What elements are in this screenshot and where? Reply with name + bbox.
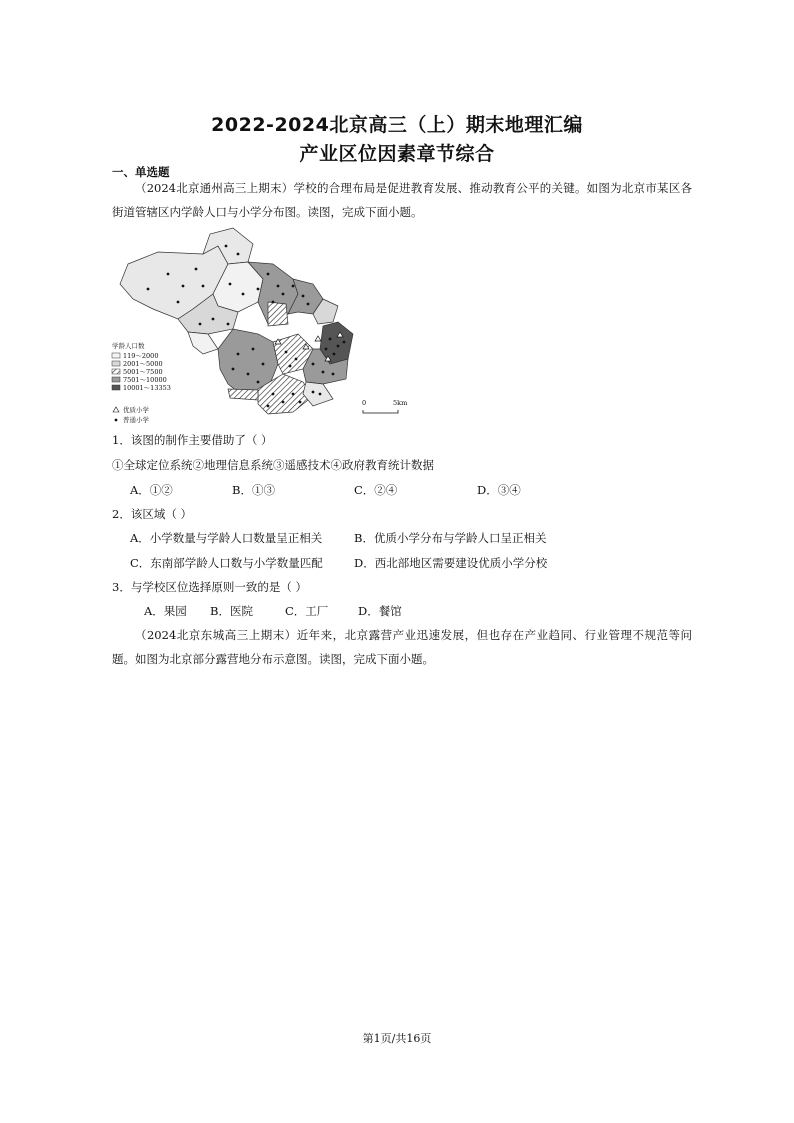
q2-option-d[interactable]: D．西北部地区需要建设优质小学分校 xyxy=(354,556,548,570)
q3-option-b[interactable]: B．医院 xyxy=(210,604,253,618)
document-title: 2022-2024北京高三（上）期末地理汇编 xyxy=(211,114,583,136)
q2-option-a[interactable]: A．小学数量与学龄人口数量呈正相关 xyxy=(130,531,323,545)
region-west-small xyxy=(188,332,218,354)
q1-option-d[interactable]: D．③④ xyxy=(477,483,521,497)
q1-option-a[interactable]: A．①② xyxy=(130,483,173,497)
q2-option-b[interactable]: B．优质小学分布与学龄人口呈正相关 xyxy=(354,531,547,545)
q1-option-b[interactable]: B．①③ xyxy=(232,483,275,497)
q3-stem: 3．与学校区位选择原则一致的是（ ） xyxy=(112,580,307,594)
region-south-strip xyxy=(228,389,258,400)
legend-item-1: 119～2000 xyxy=(123,352,159,360)
q1-option-c[interactable]: C．②④ xyxy=(354,483,398,497)
legend-item-5: 10001～13353 xyxy=(123,384,171,392)
q3-option-a[interactable]: A．果园 xyxy=(144,604,187,618)
q2-stem: 2．该区域（ ） xyxy=(112,507,192,521)
q3-option-d[interactable]: D．餐馆 xyxy=(358,604,402,618)
document-subtitle: 产业区位因素章节综合 xyxy=(299,143,495,165)
legend-title: 学龄人口数 xyxy=(112,342,145,350)
intro-paragraph-2: （2024北京东城高三上期末）近年来，北京露营产业迅速发展，但也存在产业趋同、行业管理不规范等问题。如图为北京部分露营地分布示意图。读图，完成下面小题。 xyxy=(112,628,692,666)
district-map-figure xyxy=(108,224,418,424)
map-legend xyxy=(112,341,171,424)
legend-ordinary-school: 普通小学 xyxy=(123,416,149,424)
page-footer: 第1页/共16页 xyxy=(362,1032,432,1045)
legend-quality-school: 优质小学 xyxy=(123,406,149,414)
legend-item-2: 2001～5000 xyxy=(123,360,163,368)
region-center-hatch xyxy=(268,302,288,326)
scale-label: 5km xyxy=(393,399,408,407)
intro-paragraph-1: （2024北京通州高三上期末）学校的合理布局是促进教育发展、推动教育公平的关键。如图为北京市某区各街道管辖区内学龄人口与小学分布图。读图，完成下面小题。 xyxy=(112,181,692,219)
q1-choices-line: ①全球定位系统②地理信息系统③遥感技术④政府教育统计数据 xyxy=(112,458,434,472)
legend-item-4: 7501～10000 xyxy=(123,376,167,384)
triangle-icon xyxy=(113,407,119,412)
q1-stem: 1．该图的制作主要借助了（ ） xyxy=(112,433,273,447)
q3-option-c[interactable]: C．工厂 xyxy=(285,604,329,618)
legend-item-3: 5001～7500 xyxy=(123,368,163,376)
section-heading: 一、单选题 xyxy=(112,165,170,179)
q2-option-c[interactable]: C．东南部学龄人口数与小学数量匹配 xyxy=(130,556,323,570)
dot-icon xyxy=(115,419,118,422)
region-south-light xyxy=(303,382,333,406)
map-scale-bar xyxy=(362,399,407,413)
scale-zero: 0 xyxy=(362,399,367,407)
